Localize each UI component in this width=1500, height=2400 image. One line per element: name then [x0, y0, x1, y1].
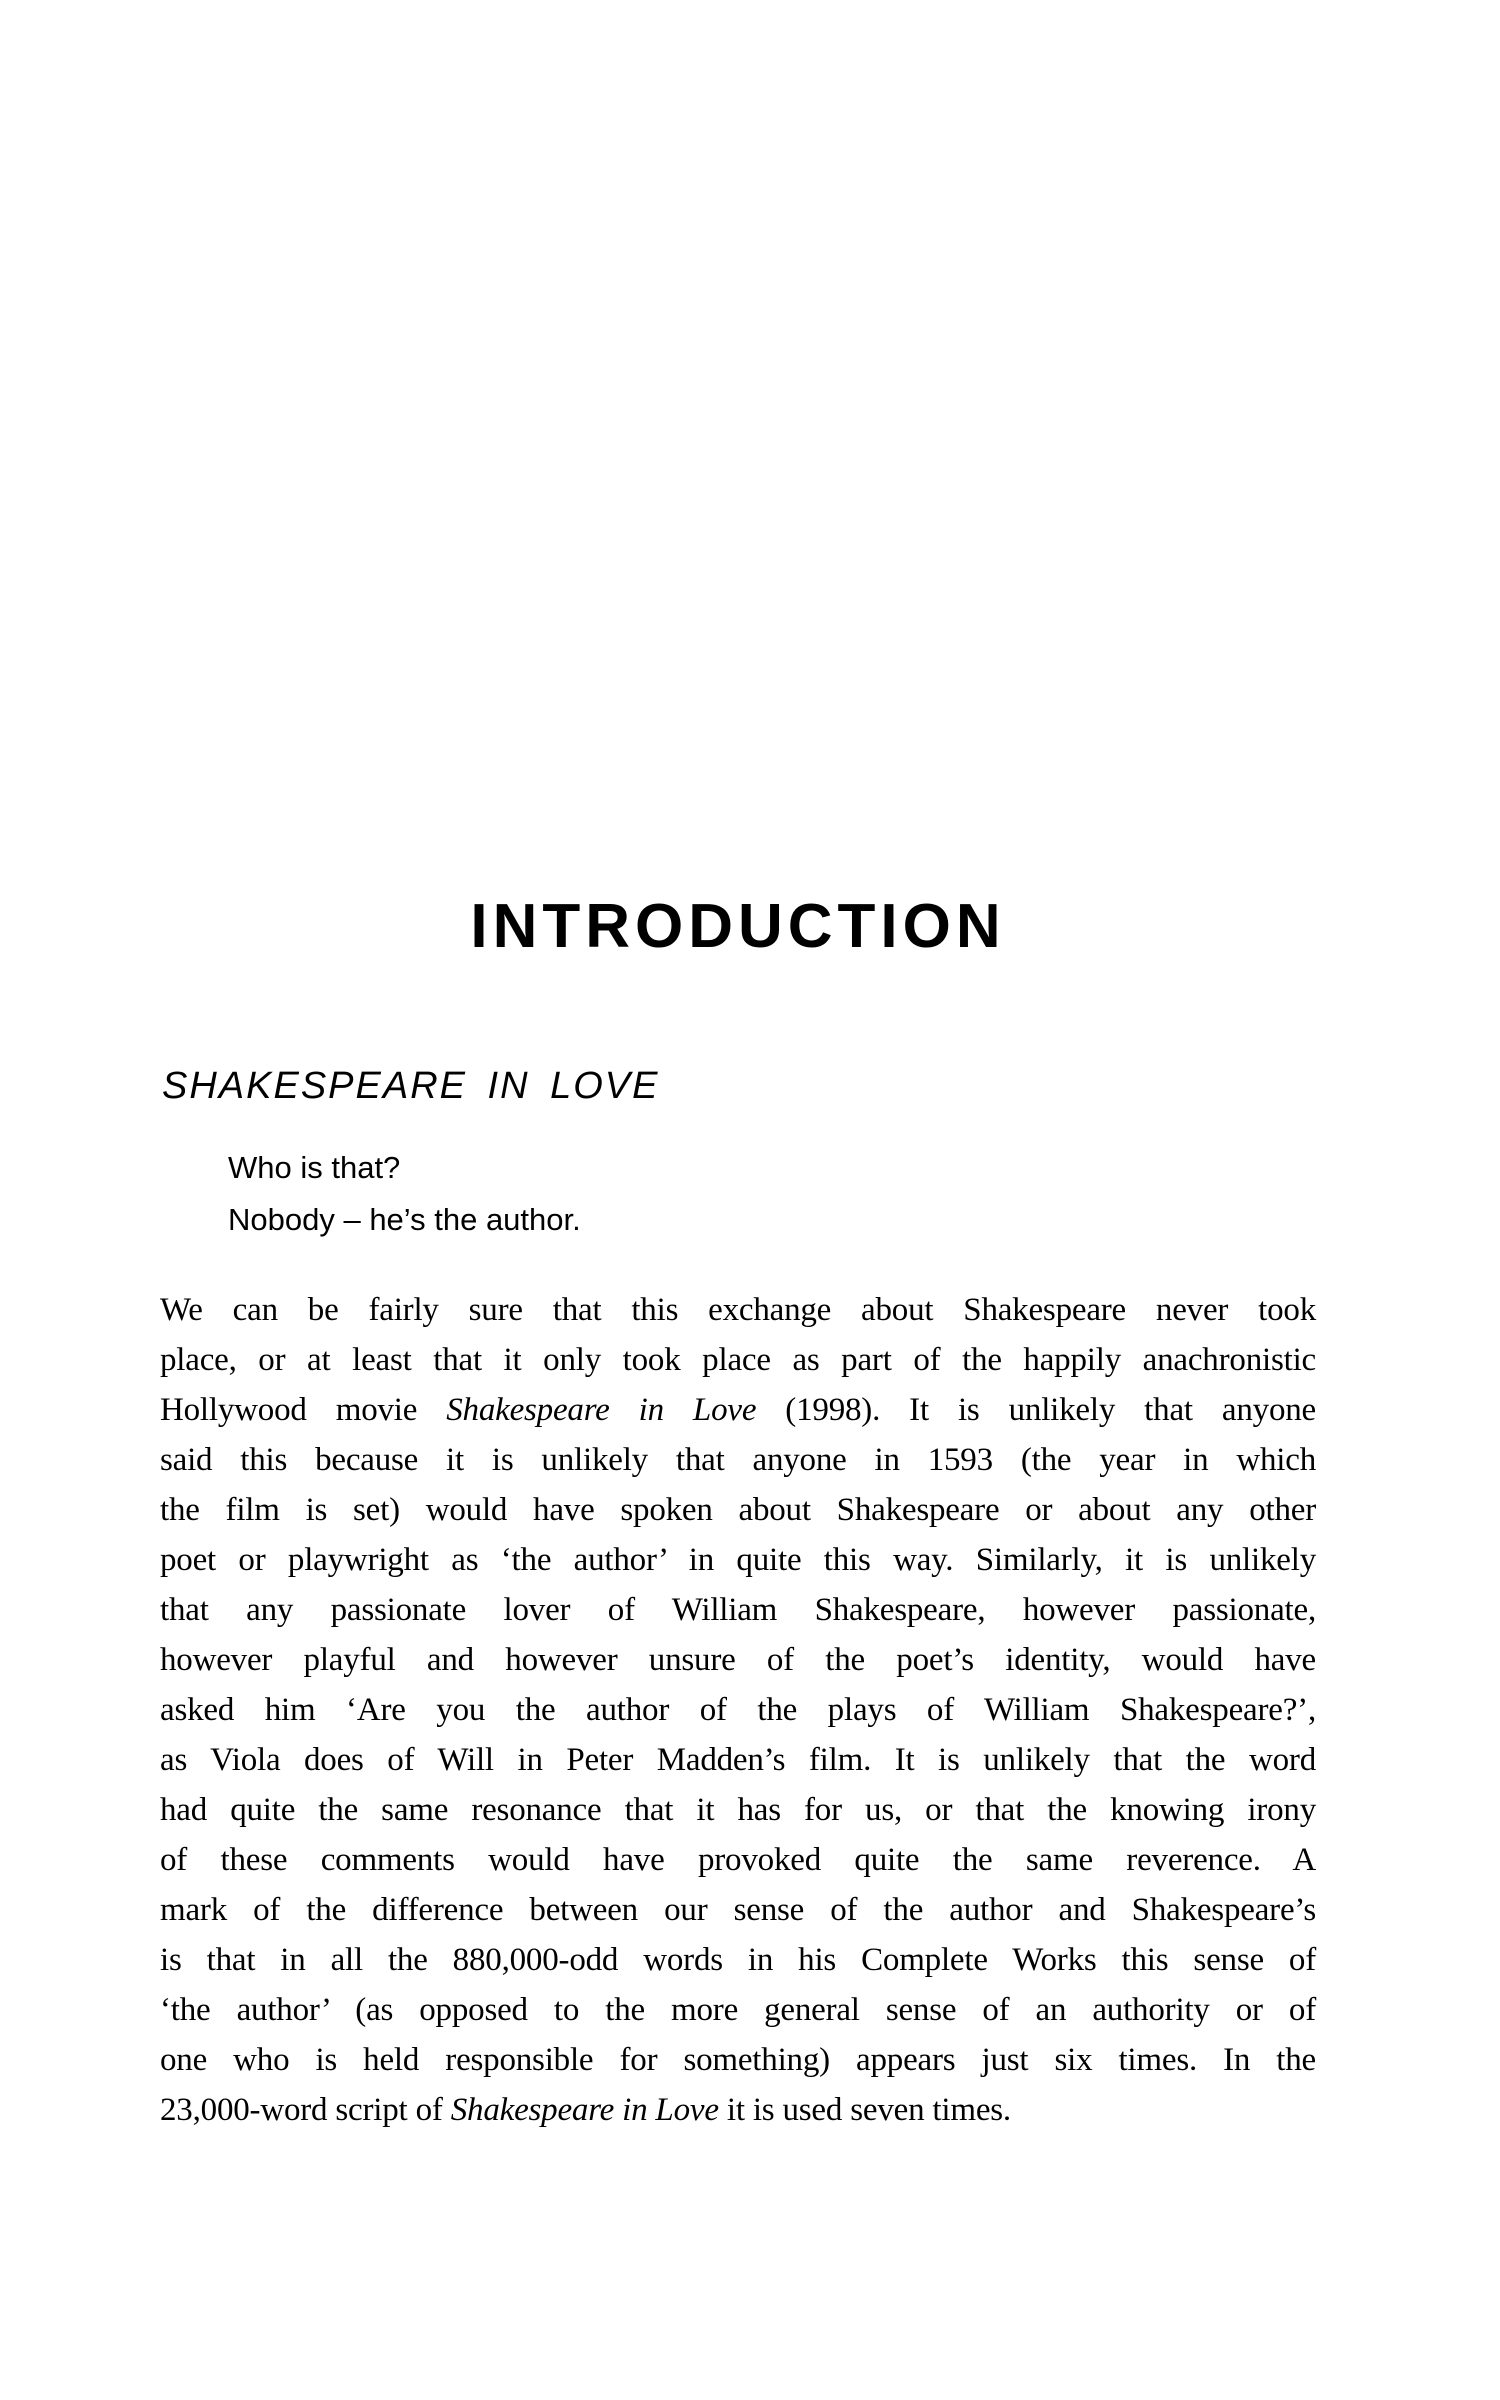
epigraph [228, 1142, 581, 1246]
text: that any passionate lover of William Shakespeare, however passionate, [160, 1592, 1316, 1628]
epigraph-line-2: Nobody – he’s the author. [228, 1202, 581, 1237]
text: place, or at least that it only took place as part of the happily anachronistic [160, 1342, 1316, 1378]
paragraph-line [160, 1985, 1316, 2035]
paragraph-line [160, 1635, 1316, 1685]
paragraph-line [160, 2085, 1316, 2135]
section-heading: SHAKESPEARE IN LOVE [162, 1065, 660, 1107]
text: poet or playwright as ‘the author’ in quite this way. Similarly, it is unlikely [160, 1542, 1316, 1578]
text: 23,000-word script of [160, 2092, 451, 2128]
text: asked him ‘Are you the author of the plays of William Shakespeare?’, [160, 1692, 1316, 1728]
text: it is used seven times. [718, 2092, 1011, 2128]
text: (1998). It is unlikely that anyone [756, 1392, 1316, 1428]
paragraph-line [160, 1685, 1316, 1735]
text: however playful and however unsure of the poet’s identity, would have [160, 1642, 1316, 1678]
paragraph-line [160, 1485, 1316, 1535]
epigraph-line-1: Who is that? [228, 1150, 401, 1185]
text: as Viola does of Will in Peter Madden’s film. It is unlikely that the word [160, 1742, 1316, 1778]
italic-text: Shakespeare in Love [446, 1392, 757, 1428]
text: of these comments would have provoked quite the same reverence. A [160, 1842, 1316, 1878]
paragraph-line [160, 2035, 1316, 2085]
text: We can be fairly sure that this exchange about Shakespeare never took [160, 1292, 1316, 1328]
paragraph-line [160, 1285, 1316, 1335]
paragraph-line [160, 1335, 1316, 1385]
text: the film is set) would have spoken about Shakespeare or about any other [160, 1492, 1316, 1528]
text: ‘the author’ (as opposed to the more general sense of an authority or of [160, 1992, 1316, 2028]
paragraph-line [160, 1835, 1316, 1885]
text: had quite the same resonance that it has for us, or that the knowing irony [160, 1792, 1316, 1828]
paragraph-line [160, 1735, 1316, 1785]
text: one who is held responsible for something) appears just six times. In the [160, 2042, 1316, 2078]
paragraph-line [160, 1885, 1316, 1935]
body-paragraph [160, 1285, 1316, 2135]
text: mark of the difference between our sense of the author and Shakespeare’s [160, 1892, 1316, 1928]
paragraph-line [160, 1535, 1316, 1585]
text: Hollywood movie [160, 1392, 447, 1428]
chapter-title: INTRODUCTION [470, 892, 1006, 961]
paragraph-line [160, 1435, 1316, 1485]
book-page [160, 0, 1316, 2400]
italic-text: Shakespeare in Love [450, 2092, 719, 2128]
paragraph-line [160, 1935, 1316, 1985]
paragraph-line [160, 1785, 1316, 1835]
paragraph-line [160, 1585, 1316, 1635]
paragraph-line [160, 1385, 1316, 1435]
text: is that in all the 880,000-odd words in his Complete Works this sense of [160, 1942, 1316, 1978]
text: said this because it is unlikely that anyone in 1593 (the year in which [160, 1442, 1316, 1478]
